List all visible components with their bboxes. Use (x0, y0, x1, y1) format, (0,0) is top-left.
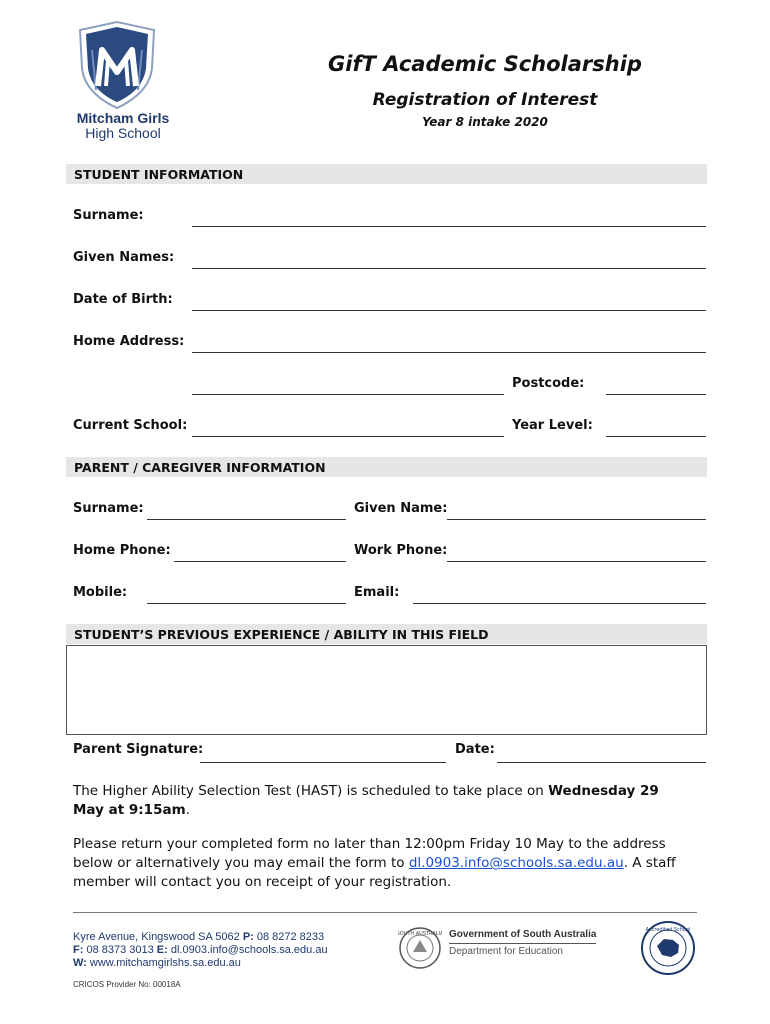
return-text-1: Please return your completed form no later than 12:00pm Friday 10 May to the address below or alternatively you may email the form to (73, 836, 666, 871)
student-surname-field[interactable] (192, 226, 706, 227)
footer-address: Kyre Avenue, Kingswood SA 5062 (73, 931, 243, 943)
page-subtitle: Registration of Interest (372, 90, 598, 110)
school-crest-icon (74, 20, 160, 110)
work-phone-label: Work Phone: (354, 543, 448, 558)
experience-textarea[interactable] (66, 645, 707, 735)
return-text-2: . A staff member will contact you on receipt of your registration. (73, 855, 676, 890)
hast-text: The Higher Ability Selection Test (HAST) is scheduled to take place on (73, 783, 549, 799)
parent-signature-label: Parent Signature: (73, 742, 204, 757)
footer-phone: 08 8272 8233 (253, 931, 325, 943)
date-field[interactable] (497, 762, 706, 763)
experience-section-header (66, 624, 707, 644)
parent-section-header (66, 457, 707, 477)
school-name-line2: High School (85, 125, 161, 141)
mobile-field[interactable] (147, 603, 346, 604)
gov-sa-line1: Government of South Australia (449, 929, 596, 944)
year-level-field[interactable] (606, 436, 706, 437)
return-email-link[interactable]: dl.0903.info@schools.sa.edu.au (408, 855, 624, 871)
cricos-number: CRICOS Provider No: 00018A (73, 980, 181, 989)
postcode-field[interactable] (606, 394, 706, 395)
student-dob-field[interactable] (192, 310, 706, 311)
footer-email-label: E: (156, 944, 168, 956)
email-field[interactable] (413, 603, 706, 604)
parent-surname-field[interactable] (147, 519, 346, 520)
accredited-school-badge-icon (640, 920, 696, 976)
footer-web-line (73, 957, 393, 970)
footer-contact (73, 931, 393, 970)
page-title: GifT Academic Scholarship (328, 52, 642, 76)
mobile-label: Mobile: (73, 585, 128, 600)
footer-email: dl.0903.info@schools.sa.edu.au (167, 944, 328, 956)
hast-end: . (185, 802, 190, 818)
student-section-heading: STUDENT INFORMATION (74, 167, 244, 182)
footer-web-label: W: (73, 957, 87, 969)
badge-top-text: Accredited School (645, 927, 691, 933)
footer-website: www.mitchamgirlshs.sa.edu.au (86, 957, 241, 969)
sa-seal-icon (398, 926, 442, 970)
current-school-field[interactable] (192, 436, 504, 437)
school-name-line1: Mitcham Girls (76, 110, 170, 126)
parent-given-name-field[interactable] (447, 519, 706, 520)
email-label: Email: (354, 585, 400, 600)
hast-paragraph (73, 782, 693, 820)
experience-section-heading: STUDENT’S PREVIOUS EXPERIENCE / ABILITY IN THIS FIELD (74, 627, 489, 642)
school-name (68, 111, 178, 141)
student-dob-label: Date of Birth: (73, 292, 173, 307)
footer-divider (73, 912, 697, 913)
student-address-field-2[interactable] (192, 394, 504, 395)
parent-signature-field[interactable] (200, 762, 446, 763)
footer-address-line (73, 931, 393, 944)
gov-sa-line2: Department for Education (449, 946, 563, 957)
year-level-label: Year Level: (512, 418, 593, 433)
intake-label: Year 8 intake 2020 (422, 115, 548, 129)
current-school-label: Current School: (73, 418, 188, 433)
student-given-names-label: Given Names: (73, 250, 175, 265)
postcode-label: Postcode: (512, 376, 585, 391)
footer-fax: 08 8373 3013 (83, 944, 157, 956)
return-paragraph (73, 835, 695, 892)
student-given-names-field[interactable] (192, 268, 706, 269)
student-section-header (66, 164, 707, 184)
student-surname-label: Surname: (73, 208, 144, 223)
student-address-field[interactable] (192, 352, 706, 353)
gov-sa-logo (449, 929, 596, 957)
footer-phone-label: P: (242, 931, 254, 943)
parent-section-heading: PARENT / CAREGIVER INFORMATION (74, 460, 326, 475)
parent-surname-label: Surname: (73, 501, 144, 516)
student-address-label: Home Address: (73, 334, 185, 349)
date-label: Date: (455, 742, 495, 757)
parent-given-name-label: Given Name: (354, 501, 448, 516)
footer-fax-line (73, 944, 393, 957)
hast-date: Wednesday 29 May at 9:15am (73, 783, 659, 818)
seal-text: SOUTH AUSTRALIA (398, 931, 442, 937)
home-phone-label: Home Phone: (73, 543, 171, 558)
work-phone-field[interactable] (447, 561, 706, 562)
home-phone-field[interactable] (174, 561, 346, 562)
footer-fax-label: F: (73, 944, 84, 956)
